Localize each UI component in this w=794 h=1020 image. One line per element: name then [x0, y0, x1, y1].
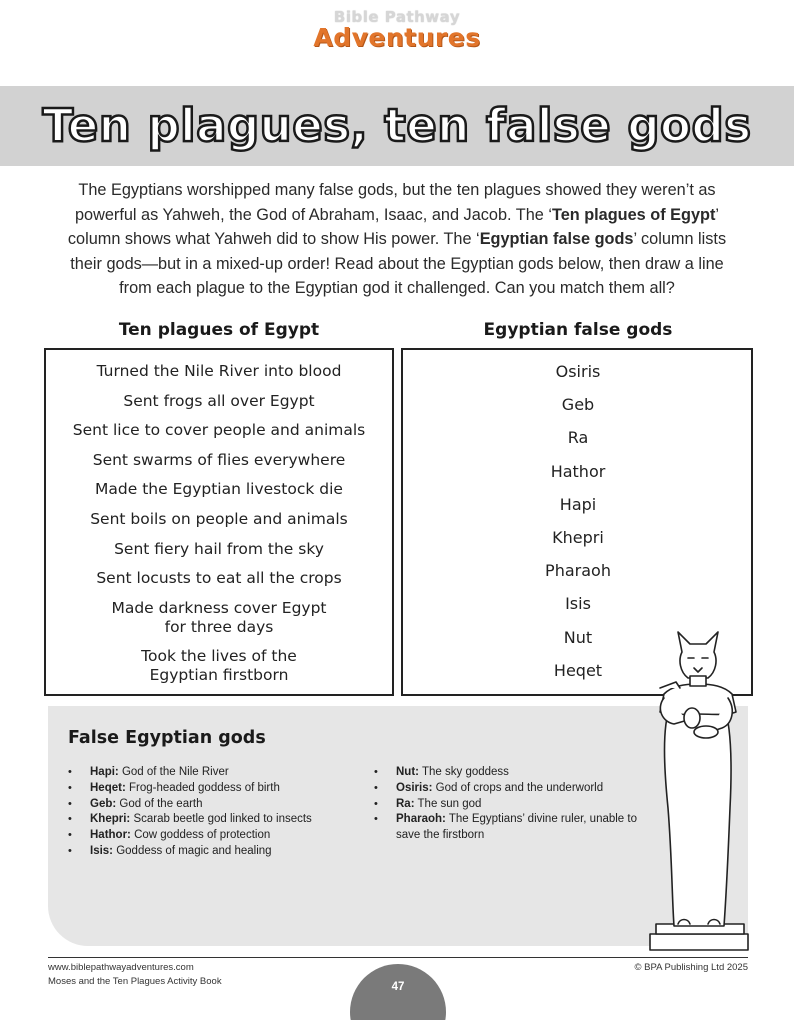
footer-divider [48, 957, 748, 958]
glossary-term: Pharaoh: [396, 813, 446, 826]
glossary-item [374, 781, 664, 797]
plagues-list [46, 362, 392, 696]
plague-item[interactable] [46, 599, 392, 637]
plague-item[interactable] [46, 480, 392, 499]
publisher-logo [0, 8, 794, 52]
glossary-term: Ra: [396, 797, 415, 810]
glossary-list-right [374, 765, 664, 844]
plague-line-2: for three days [164, 617, 274, 636]
god-item[interactable]: Geb [561, 395, 595, 415]
glossary-item [68, 812, 368, 828]
glossary-item [68, 797, 368, 813]
glossary-definition: God of the Nile River [118, 766, 229, 778]
glossary-item [374, 797, 664, 813]
intro-text-2: ’ column shows what Yahweh did to show His power. The ‘ [67, 205, 720, 248]
plague-item[interactable] [46, 362, 392, 381]
footer-copyright: © BPA Publishing Ltd 2025 [634, 962, 748, 973]
plague-item[interactable] [46, 510, 392, 529]
glossary-definition: The sky goddess [419, 766, 509, 778]
intro-paragraph [60, 178, 734, 301]
gods-column-header: Egyptian false gods [483, 320, 673, 340]
glossary-definition: The sun god [414, 797, 482, 810]
god-item[interactable]: Isis [565, 594, 591, 614]
glossary-term: Isis: [90, 844, 114, 857]
intro-text-1: The Egyptians worshipped many false gods, but the ten plagues showed they weren’t as powerful as Yahweh, the God of Abraham, Isaac, and Jacob. The ‘ [74, 181, 716, 224]
plagues-box [44, 348, 394, 696]
glossary-term: Hathor: [90, 829, 131, 842]
god-item[interactable]: Pharaoh [545, 561, 611, 581]
footer-book-title: Moses and the Ten Plagues Activity Book [48, 976, 222, 987]
plague-item[interactable] [46, 569, 392, 588]
page-title: Ten plagues, ten false gods [42, 99, 752, 152]
glossary-definition: Cow goddess of protection [130, 829, 271, 842]
god-item[interactable]: Hathor [550, 461, 606, 481]
intro-text-3: ’ column lists their gods—but in a mixed-up order! Read about the Egyptian gods below, then draw a line from each plague to the Egyptian god it challenged. Can you match them all? [70, 230, 727, 297]
glossary-definition: Goddess of magic and healing [113, 844, 272, 857]
glossary-term: Geb: [90, 797, 117, 810]
god-item[interactable]: Khepri [552, 527, 604, 547]
plague-line: Made darkness cover Egypt [111, 598, 327, 617]
plague-line: Sent swarms of flies everywhere [92, 450, 346, 469]
god-item[interactable]: Hapi [559, 494, 597, 514]
plague-line-2: Egyptian firstborn [149, 666, 289, 685]
glossary-item [68, 828, 368, 844]
glossary-item [374, 765, 664, 781]
glossary-item [68, 781, 368, 797]
glossary-list-left [68, 765, 368, 860]
plague-line: Sent locusts to eat all the crops [96, 569, 342, 588]
plague-item[interactable] [46, 421, 392, 440]
plagues-column-header: Ten plagues of Egypt [118, 320, 320, 340]
glossary-term: Nut: [396, 766, 419, 778]
plague-line: Turned the Nile River into blood [96, 362, 342, 380]
glossary-definition: God of the earth [116, 797, 203, 810]
glossary-item [68, 765, 368, 781]
plague-line: Made the Egyptian livestock die [95, 480, 343, 499]
glossary-item [68, 844, 368, 860]
plague-item[interactable] [46, 392, 392, 411]
plague-line: Sent frogs all over Egypt [123, 391, 315, 410]
glossary-term: Khepri: [90, 813, 131, 826]
glossary-item [374, 812, 664, 844]
logo-line-1: Bible Pathway [333, 8, 461, 26]
god-item[interactable]: Ra [567, 428, 589, 448]
glossary-title: False Egyptian gods [68, 728, 266, 748]
glossary-term: Hapi: [90, 766, 119, 778]
plague-line: Sent lice to cover people and animals [72, 421, 366, 440]
god-item[interactable]: Osiris [555, 362, 601, 381]
glossary-term: Osiris: [396, 781, 433, 794]
plague-item[interactable] [46, 451, 392, 470]
glossary-definition: The Egyptians’ divine ruler, unable to save the firstborn [396, 813, 637, 842]
god-item[interactable]: Nut [563, 627, 593, 647]
logo-line-2: Adventures [313, 23, 481, 52]
plague-item[interactable] [46, 540, 392, 559]
plague-line: Took the lives of the [141, 647, 297, 666]
intro-bold-1: Ten plagues of Egypt [551, 205, 716, 224]
plague-line: Sent fiery hail from the sky [114, 539, 324, 558]
page-number: 47 [391, 981, 405, 993]
glossary-definition: Frog-headed goddess of birth [125, 781, 280, 794]
god-item[interactable]: Heqet [553, 660, 603, 680]
glossary-definition: Scarab beetle god linked to insects [130, 813, 312, 826]
glossary-definition: God of crops and the underworld [432, 781, 604, 794]
glossary-term: Heqet: [90, 781, 126, 794]
footer-website[interactable]: www.biblepathwayadventures.com [48, 962, 194, 973]
bastet-statue-illustration [628, 628, 758, 953]
plague-item[interactable] [46, 647, 392, 685]
plague-line: Sent boils on people and animals [90, 509, 348, 528]
intro-bold-2: Egyptian false gods [479, 230, 634, 248]
